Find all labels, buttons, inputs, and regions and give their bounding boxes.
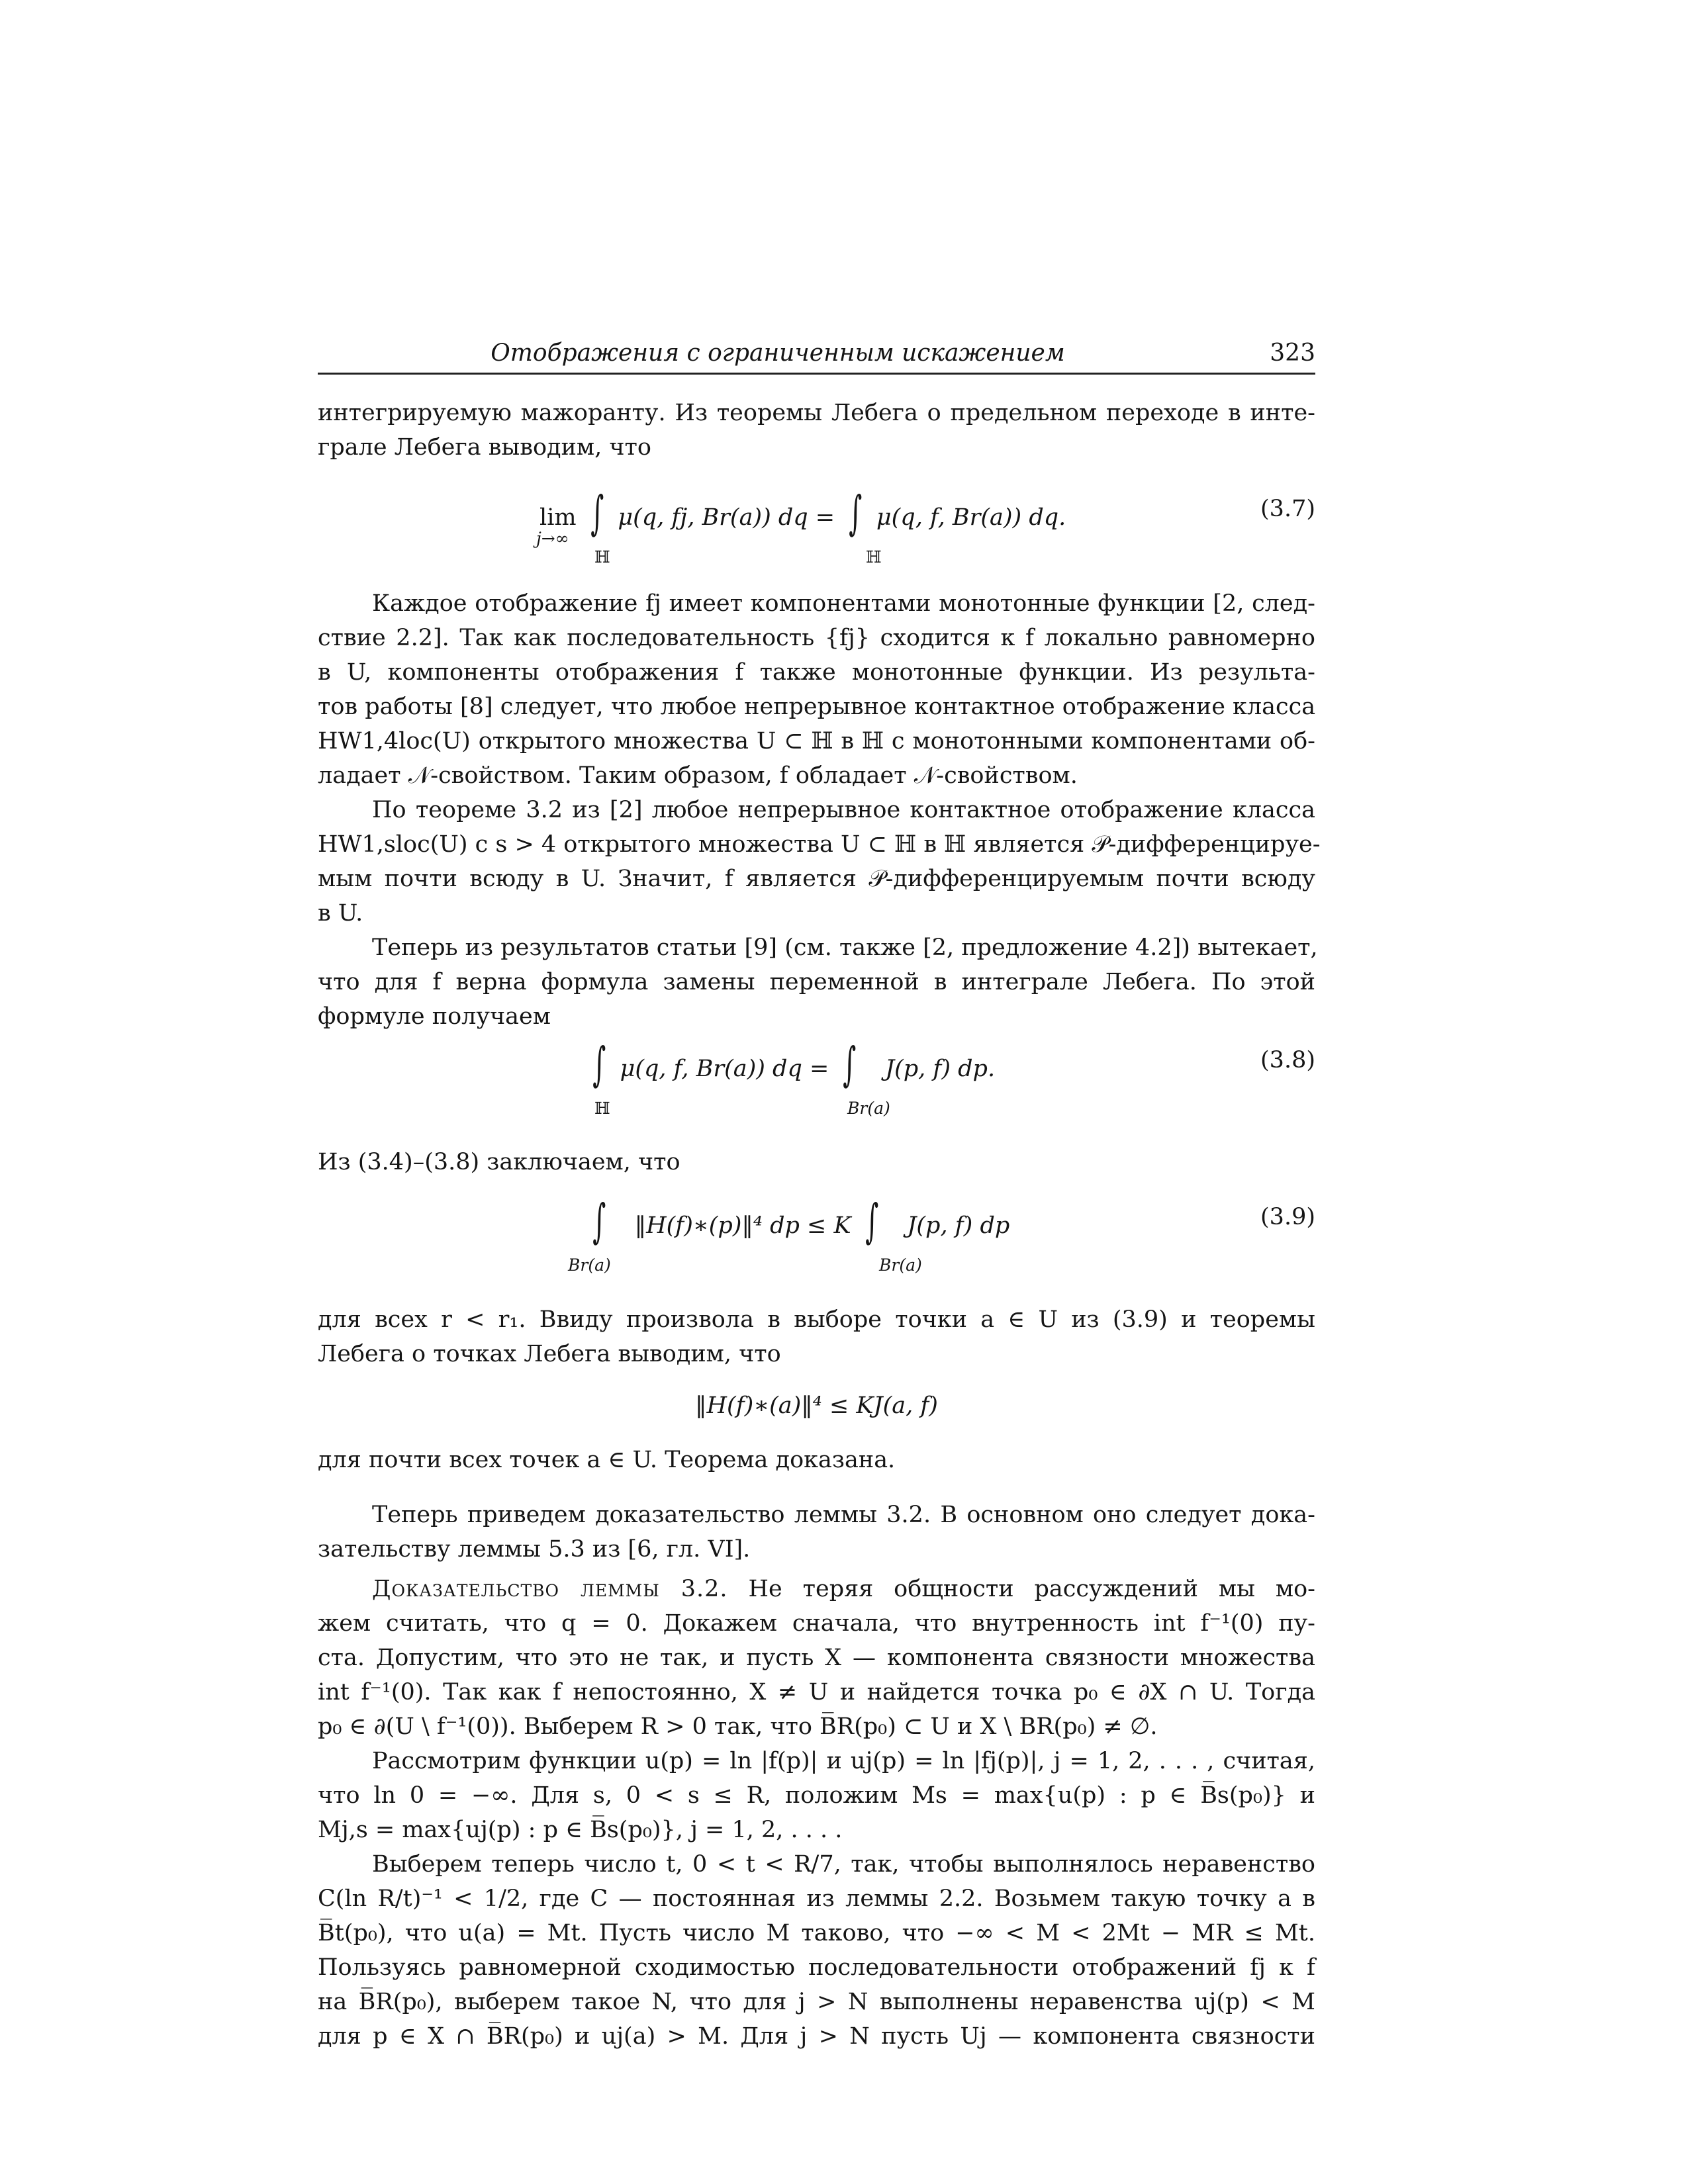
integral-icon: ∫: [592, 1037, 606, 1091]
text-line: Из (3.4)–(3.8) заключаем, что: [318, 1149, 680, 1175]
equation-left: μ(q, f, Br(a)) dq =: [620, 1056, 829, 1082]
integral-domain: Br(a): [847, 1099, 890, 1118]
paragraph-8: [318, 1498, 1315, 1567]
text-line: Пользуясь равномерной сходимостью последовательности отображений fj к f: [318, 1954, 1315, 1981]
equation-right: μ(q, f, Br(a)) dq.: [876, 504, 1066, 531]
integral-domain: ℍ: [866, 547, 882, 567]
text-line: p₀ ∈ ∂(U \ f⁻¹(0)). Выберем R > 0 так, что B̅R(p₀) ⊂ U и X \ BR(p₀) ≠ ∅.: [318, 1713, 1158, 1740]
text-line: Выберем теперь число t, 0 < t < R/7, так, чтобы выполнялось неравенство: [372, 1851, 1315, 1878]
text-line: Рассмотрим функции u(p) = ln |f(p)| и uj(p) = ln |fj(p)|, j = 1, 2, . . . , считая,: [372, 1748, 1315, 1774]
text-line: что для f верна формула замены переменной в интеграле Лебега. По этой: [318, 969, 1315, 995]
text-line: По теореме 3.2 из [2] любое непрерывное контактное отображение класса: [372, 797, 1315, 823]
text-line: для p ∈ X ∩ B̅R(p₀) и uj(a) > M. Для j > N пусть Uj — компонента связности: [318, 2023, 1315, 2050]
text-line: ладает 𝒩-свойством. Таким образом, f обладает 𝒩-свойством.: [318, 762, 1078, 789]
text-line: для всех r < r₁. Ввиду произвола в выборе точки a ∈ U из (3.9) и теоремы: [318, 1306, 1315, 1333]
equation-3-9: [318, 1181, 1315, 1274]
text-line: что ln 0 = −∞. Для s, 0 < s ≤ R, положим Ms = max{u(p) : p ∈ B̅s(p₀)} и: [318, 1782, 1315, 1809]
text-line: зательству леммы 5.3 из [6, гл. VI].: [318, 1536, 751, 1563]
equation-right: J(p, f) dp: [907, 1212, 1010, 1239]
integral-icon: ∫: [590, 486, 604, 540]
running-title: Отображения с ограниченным искажением: [491, 340, 1065, 367]
lim-operator: lim: [539, 504, 577, 531]
integral-domain: Br(a): [568, 1255, 611, 1275]
equation-3-8: [318, 1024, 1315, 1117]
equation-number: (3.8): [1260, 1047, 1315, 1073]
text-line: C(ln R/t)⁻¹ < 1/2, где C — постоянная из леммы 2.2. Возьмем такую точку a в: [318, 1886, 1315, 1912]
text-line: формуле получаем: [318, 1003, 551, 1030]
paragraph-2: [318, 586, 1315, 793]
text-line: ста. Допустим, что это не так, и пусть X — компонента связности множества: [318, 1645, 1315, 1671]
equation-right: J(p, f) dp.: [885, 1056, 996, 1082]
integral-icon: ∫: [843, 1037, 857, 1091]
text-line: тов работы [8] следует, что любое непрерывное контактное отображение класса: [318, 694, 1316, 720]
text-line: Теперь приведем доказательство леммы 3.2. В основном оно следует дока-: [372, 1502, 1315, 1528]
formula-text: ‖H(f)∗(a)‖⁴ ≤ KJ(a, f): [695, 1392, 938, 1419]
text-line: для почти всех точек a ∈ U. Теорема доказана.: [318, 1447, 896, 1473]
text-line: int f⁻¹(0). Так как f непостоянно, X ≠ U и найдется точка p₀ ∈ ∂X ∩ U. Тогда: [318, 1679, 1315, 1706]
text-line: грале Лебега выводим, что: [318, 434, 651, 461]
proof-heading: Доказательство леммы 3.2.: [372, 1576, 728, 1602]
running-header: [318, 334, 1315, 375]
equation-3-7: [318, 473, 1315, 566]
paragraph-11: [318, 1847, 1315, 2054]
text-line: жем считать, что q = 0. Докажем сначала, что внутренность int f⁻¹(0) пу-: [318, 1610, 1315, 1637]
equation-number: (3.9): [1260, 1204, 1315, 1230]
text-line: Mj,s = max{uj(p) : p ∈ B̅s(p₀)}, j = 1, 2, . . . .: [318, 1817, 843, 1843]
integral-domain: ℍ: [594, 547, 610, 567]
paragraph-4: [318, 931, 1318, 1034]
paragraph-7: [318, 1443, 1315, 1477]
text-line: Каждое отображение fj имеет компонентами монотонные функции [2, след-: [372, 590, 1315, 617]
text-line: в U.: [318, 900, 363, 927]
text-line: Лебега о точках Лебега выводим, что: [318, 1341, 781, 1367]
integral-icon: ∫: [849, 486, 863, 540]
equation-left: ‖H(f)∗(p)‖⁴ dp ≤ K: [634, 1212, 851, 1239]
paragraph-10: [318, 1744, 1315, 1847]
text-line: Не теряя общности рассуждений мы мо-: [727, 1576, 1315, 1602]
text-line: HW1,sloc(U) с s > 4 открытого множества U ⊂ ℍ в ℍ является 𝒫-дифференцируе-: [318, 831, 1321, 858]
text-line: ствие 2.2]. Так как последовательность {fj} сходится к f локально равномерно: [318, 625, 1315, 651]
integral-domain: ℍ: [594, 1099, 610, 1118]
paragraph-3: [318, 793, 1321, 931]
display-formula: [318, 1388, 1315, 1423]
text-line: на B̅R(p₀), выберем такое N, что для j > N выполнены неравенства uj(p) < M: [318, 1989, 1315, 2015]
text-line: HW1,4loc(U) открытого множества U ⊂ ℍ в ℍ с монотонными компонентами об-: [318, 728, 1315, 754]
lim-subscript: j→∞: [536, 529, 569, 548]
text-line: Теперь из результатов статьи [9] (см. также [2, предложение 4.2]) вытекает,: [372, 934, 1318, 961]
equation-number: (3.7): [1260, 496, 1315, 522]
text-line: B̅t(p₀), что u(a) = Mt. Пусть число M таково, что −∞ < M < 2Mt − MR ≤ Mt.: [318, 1920, 1315, 1946]
text-line: в U, компоненты отображения f также монотонные функции. Из результа-: [318, 659, 1315, 686]
text-line: интегрируемую мажоранту. Из теоремы Лебега о предельном переходе в инте-: [318, 400, 1315, 426]
paragraph-9-proof: [318, 1572, 1315, 1744]
equation-left: μ(q, fj, Br(a)) dq =: [618, 504, 835, 531]
paragraph-5: [318, 1145, 1315, 1179]
paragraph-6: [318, 1302, 1315, 1371]
integral-domain: Br(a): [879, 1255, 922, 1275]
page-number: 323: [1270, 340, 1315, 367]
integral-icon: ∫: [592, 1194, 606, 1248]
text-line: мым почти всюду в U. Значит, f является 𝒫-дифференцируемым почти всюду: [318, 866, 1315, 892]
integral-icon: ∫: [865, 1194, 879, 1248]
paragraph-1: [318, 396, 1315, 465]
